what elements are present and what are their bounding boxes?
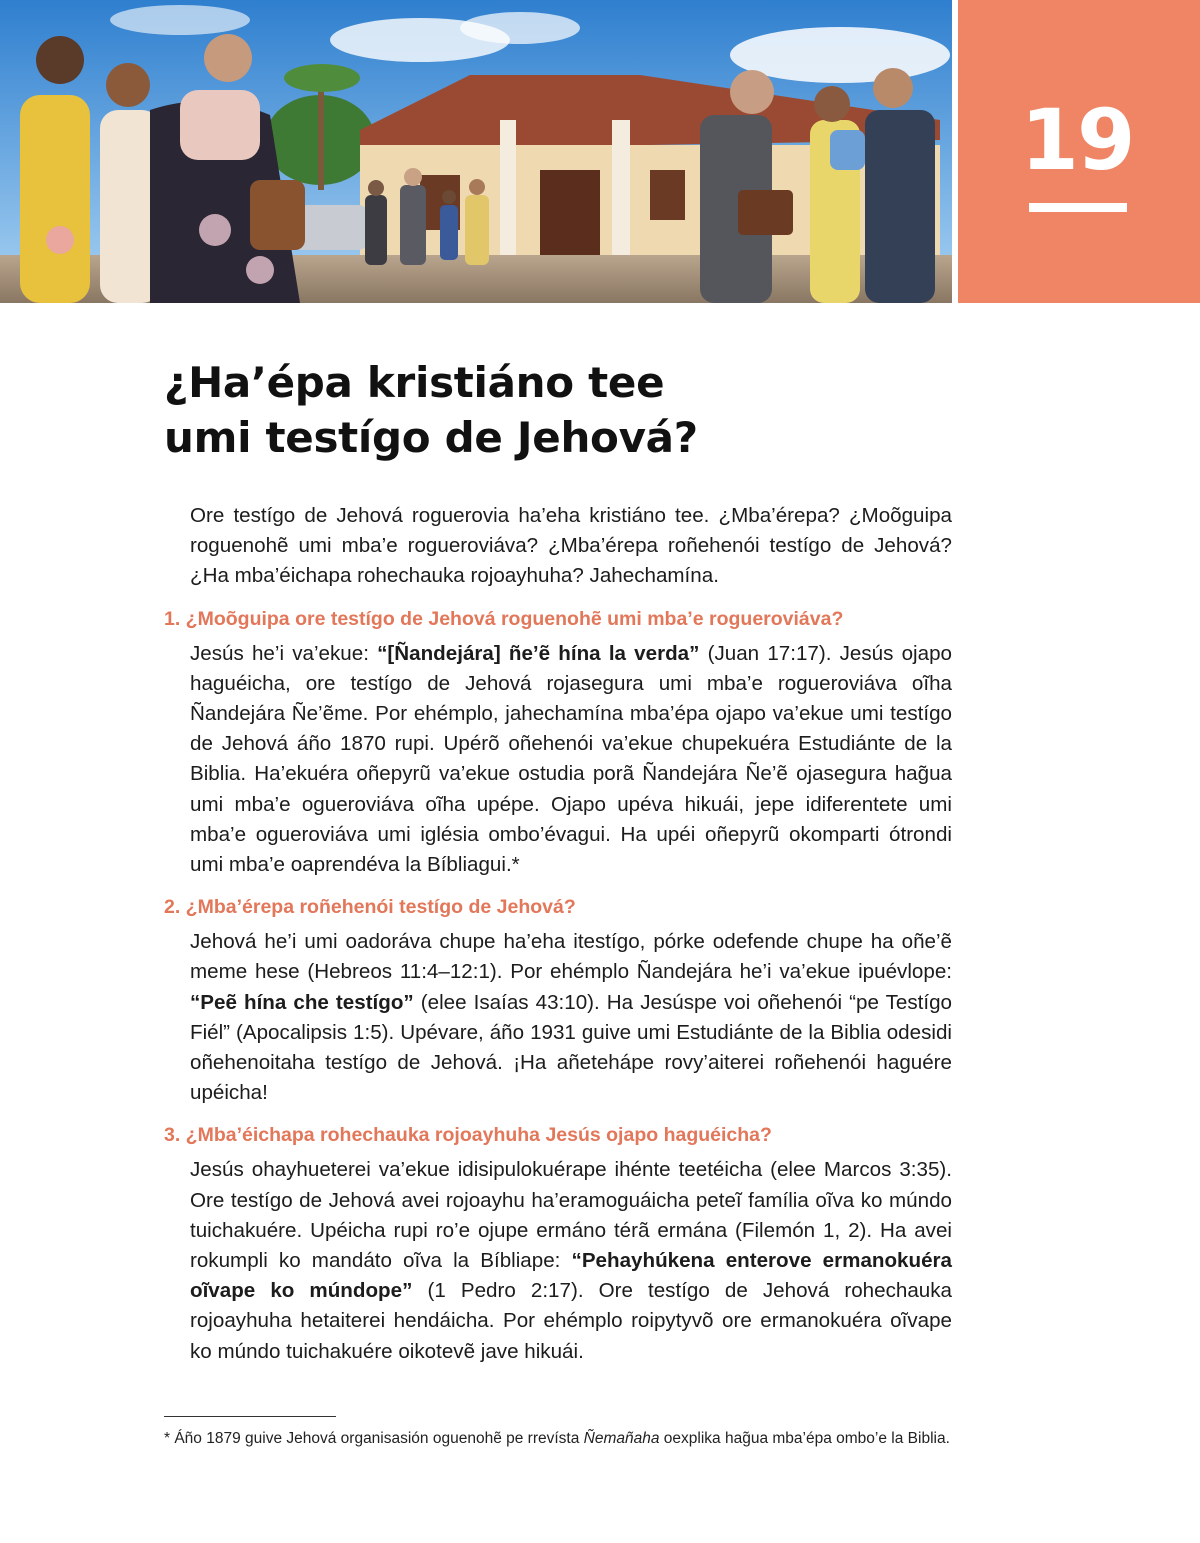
footnote-magazine-name: Ñemañaha	[583, 1430, 660, 1447]
section-2-text-b: (elee Isaías 43:10). Ha Jesúspe voi oñehenói “pe Testígo Fiél” (Apocalipsis 1:5). Upévare, áño 1931 guive umi Estudiánte de la Biblia odesidi oñehenoitaha testígo de Jehová. ¡Ha añetehápe rovy’aiterei roñehenói haguére upéicha!	[190, 990, 952, 1105]
section-1	[164, 605, 952, 881]
footnote-text-b: oexplika hag̃ua mba’épa ombo’e la Biblia.	[659, 1430, 950, 1447]
section-1-text-b: (Juan 17:17). Jesús ojapo haguéicha, ore testígo de Jehová rojasegura umi mba’e rogueroviáva oĩha Ñandejára Ñe’ẽme. Por ehémplo, jahechamína mba’épa ojapo va’ekue umi testígo de Jehová áño 1870 rupi. Upérõ oñehenói va’ekue chupekuéra Estudiánte de la Biblia. Ha’ekuéra oñepyrũ va’ekue ostudia porã Ñandejára Ñe’ẽ ojasegura hag̃ua umi mba’e ogueroviáva oĩha upépe. Ojapo upéva hikuái, jepe idiferentete umi mba’e ogueroviáva umi iglésia ombo’évagui. Ha upéi oñepyrũ okomparti ótrondi umi mba’e oaprendéva la Bíbliagui.*	[190, 641, 952, 877]
intro-paragraph: Ore testígo de Jehová roguerovia ha’eha kristiáno tee. ¿Mba’érepa? ¿Moõguipa roguenohẽ umi mba’e rogueroviáva? ¿Mba’érepa roñehenói testígo de Jehová? ¿Ha mba’éichapa rohechauka rojoayhuha? Jahechamína.	[190, 504, 952, 588]
page-title	[164, 355, 964, 465]
hero-photo	[0, 0, 952, 303]
section-2-paragraph	[164, 927, 952, 1108]
section-3-question: 3. ¿Mba’éichapa rohechauka rojoayhuha Jesús ojapo haguéicha?	[164, 1124, 772, 1147]
section-1-quote: “[Ñandejára] ñe’ẽ hína la verda”	[377, 641, 700, 665]
footnote-divider	[164, 1416, 336, 1417]
section-2-quote: “Peẽ hína che testígo”	[190, 990, 414, 1014]
section-1-paragraph	[164, 639, 952, 881]
section-3-quote: “Pehayhúkena enterove ermanokuéra oĩvape ko múndope”	[190, 1249, 953, 1303]
section-3-text-a: Jesús ohayhueterei va’ekue idisipulokuérape ihénte teetéicha (elee Marcos 3:35). Ore testígo de Jehová avei rojoayhu ha’eramoguáicha peteĩ família oĩva ko múndo tuichakuére. Upéicha rupi ro’e ojupe ermáno térã ermána (Filemón 1, 2). Ha avei rokumpli ko mandáto oĩva la Bíbliape:	[190, 1158, 952, 1273]
lesson-number-underline	[1029, 203, 1127, 212]
page-title-line-2: umi testígo de Jehová?	[164, 413, 698, 462]
lesson-content	[164, 501, 952, 1367]
footnote	[164, 1429, 954, 1449]
footnote-text-a: * Áño 1879 guive Jehová organisasión oguenohẽ pe rrevísta	[164, 1430, 584, 1447]
section-2	[164, 893, 952, 1108]
section-2-text-a: Jehová he’i umi oadoráva chupe ha’eha itestígo, pórke odefende chupe ha oñe’ẽ meme hese (Hebreos 11:4–12:1). Por ehémplo Ñandejára he’i va’ekue ipuévlope:	[190, 930, 952, 984]
section-3-text-b: (1 Pedro 2:17). Ore testígo de Jehová rohechauka rojoayhuha hetaiterei hendáicha. Por ehémplo roipytyvõ ore ermanokuéra oĩvape ko múndo tuichakuére oikotevẽ jave hikuái.	[190, 1279, 952, 1363]
section-1-question: 1. ¿Moõguipa ore testígo de Jehová roguenohẽ umi mba’e rogueroviáva?	[164, 607, 844, 630]
section-3	[164, 1121, 952, 1366]
section-2-question: 2. ¿Mba’érepa roñehenói testígo de Jehová?	[164, 896, 576, 919]
section-3-paragraph	[164, 1155, 952, 1366]
lesson-number-box	[958, 0, 1200, 303]
section-1-text-a: Jesús he’i va’ekue:	[190, 641, 378, 665]
page-title-line-1: ¿Ha’épa kristiáno tee	[164, 358, 665, 407]
lesson-number: 19	[1020, 91, 1134, 189]
